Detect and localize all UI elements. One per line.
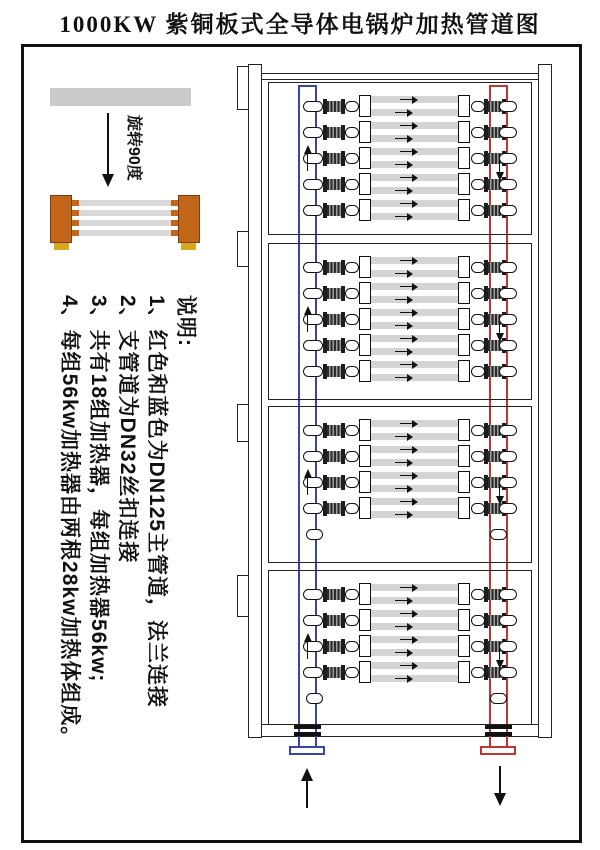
pipe-connection-cap	[345, 477, 359, 488]
heater-tube	[371, 597, 458, 604]
threaded-union-fitting	[323, 260, 345, 275]
pipe-connection-cap	[345, 340, 359, 351]
heater-top-view-bar	[50, 88, 191, 106]
pipe-connection-cap	[345, 503, 359, 514]
pipe-connection-cap	[303, 262, 323, 273]
heater-tube	[371, 459, 458, 466]
pipe-connection-cap	[471, 503, 485, 514]
pipe-connection-cap	[499, 288, 517, 299]
heater-tube	[371, 213, 458, 220]
pipe-connection-cap	[345, 205, 359, 216]
threaded-union-fitting	[323, 501, 345, 516]
pipe-connection-cap	[303, 667, 323, 678]
flow-up-arrow-icon	[302, 306, 313, 332]
flow-right-arrow-icon	[400, 636, 418, 644]
inlet-up-arrow-icon	[300, 768, 314, 808]
heater-plate	[72, 200, 178, 206]
rotate-label: 旋转90度	[125, 115, 142, 181]
heater-flange-plate	[458, 661, 470, 683]
flow-right-arrow-icon	[400, 96, 418, 104]
drawing-title: 1000KW 紫铜板式全导体电锅炉加热管道图	[59, 12, 541, 37]
cabinet-top-bar	[248, 73, 552, 80]
heater-tube	[371, 348, 458, 355]
pipe-connection-cap	[303, 205, 323, 216]
pipe-flange-joint	[485, 732, 512, 736]
heater-flange-plate	[458, 497, 470, 519]
heater-flange-plate	[359, 282, 371, 304]
flow-down-arrow-icon	[494, 643, 505, 669]
heater-flange-plate	[359, 334, 371, 356]
pipe-connection-cap	[499, 205, 517, 216]
heater-flange-plate	[359, 360, 371, 382]
pipe-connection-cap	[499, 425, 517, 436]
pipe-connection-cap	[303, 425, 323, 436]
heater-tube	[371, 485, 458, 492]
threaded-union-fitting	[323, 125, 345, 140]
rotate-arrow-line	[107, 113, 109, 174]
heater-flange-plate	[458, 471, 470, 493]
left-wall-hinge-tab	[237, 575, 249, 617]
flow-right-arrow-icon	[400, 662, 418, 670]
threaded-union-fitting	[323, 613, 345, 628]
heater-plate	[72, 220, 178, 226]
threaded-union-fitting	[323, 665, 345, 680]
heater-flange-plate	[359, 445, 371, 467]
threaded-union-fitting	[323, 203, 345, 218]
heater-flange-plate	[458, 334, 470, 356]
empty-slot-cap	[306, 693, 323, 704]
flow-right-arrow-icon	[395, 348, 413, 356]
pipe-connection-cap	[345, 451, 359, 462]
flow-right-arrow-icon	[400, 584, 418, 592]
cabinet-left-wall	[248, 64, 262, 738]
flow-right-arrow-icon	[400, 174, 418, 182]
pipe-connection-cap	[345, 179, 359, 190]
threaded-union-fitting	[323, 99, 345, 114]
flow-right-arrow-icon	[400, 200, 418, 208]
heater-flange-plate	[458, 360, 470, 382]
heater-flange-plate	[359, 147, 371, 169]
threaded-union-fitting	[323, 312, 345, 327]
flow-right-arrow-icon	[395, 511, 413, 519]
pipe-connection-cap	[499, 451, 517, 462]
pipe-connection-cap	[303, 589, 323, 600]
heater-tube	[371, 322, 458, 329]
red-pipe-flange	[480, 746, 516, 755]
flow-right-arrow-icon	[395, 623, 413, 631]
heater-tube	[371, 270, 458, 277]
flow-right-arrow-icon	[395, 649, 413, 657]
flow-right-arrow-icon	[400, 122, 418, 130]
pipe-connection-cap	[345, 589, 359, 600]
copper-block-right	[178, 195, 200, 243]
pipe-connection-cap	[303, 366, 323, 377]
note-line-1: 1、红色和蓝色为DN125主管道，法兰连接	[145, 295, 168, 709]
flow-right-arrow-icon	[395, 270, 413, 278]
pipe-connection-cap	[471, 589, 485, 600]
heater-tube	[371, 649, 458, 656]
flow-right-arrow-icon	[400, 283, 418, 291]
heater-flange-plate	[458, 173, 470, 195]
flow-right-arrow-icon	[400, 361, 418, 369]
flow-up-arrow-icon	[302, 469, 313, 495]
pipe-connection-cap	[303, 340, 323, 351]
threaded-union-fitting	[323, 151, 345, 166]
heater-tube	[371, 135, 458, 142]
flow-right-arrow-icon	[395, 135, 413, 143]
pipe-connection-cap	[499, 101, 517, 112]
pipe-connection-cap	[303, 288, 323, 299]
pipe-connection-cap	[471, 205, 485, 216]
empty-slot-cap	[306, 529, 323, 540]
heater-flange-plate	[458, 419, 470, 441]
pipe-connection-cap	[303, 127, 323, 138]
pipe-connection-cap	[345, 667, 359, 678]
notes-block	[54, 295, 200, 847]
flow-up-arrow-icon	[302, 633, 313, 659]
note-line-2: 2、支管道为DN32丝扣连接	[116, 295, 139, 564]
heater-tube	[371, 511, 458, 518]
pipe-connection-cap	[499, 589, 517, 600]
copper-block-left	[50, 195, 72, 243]
heater-flange-plate	[359, 635, 371, 657]
threaded-union-fitting	[323, 449, 345, 464]
notes-heading: 说明:	[174, 295, 197, 347]
flow-right-arrow-icon	[395, 213, 413, 221]
threaded-union-fitting	[323, 338, 345, 353]
heater-flange-plate	[458, 199, 470, 221]
threaded-union-fitting	[323, 286, 345, 301]
heater-flange-plate	[458, 635, 470, 657]
pipe-connection-cap	[345, 366, 359, 377]
heater-flange-plate	[359, 609, 371, 631]
pipe-connection-cap	[499, 262, 517, 273]
pipe-connection-cap	[345, 641, 359, 652]
flow-right-arrow-icon	[395, 109, 413, 117]
flow-right-arrow-icon	[395, 675, 413, 683]
pipe-connection-cap	[303, 179, 323, 190]
flow-right-arrow-icon	[395, 485, 413, 493]
flow-right-arrow-icon	[395, 459, 413, 467]
pipe-connection-cap	[471, 451, 485, 462]
heater-flange-plate	[359, 497, 371, 519]
pipe-connection-cap	[303, 615, 323, 626]
flow-right-arrow-icon	[400, 148, 418, 156]
threaded-union-fitting	[323, 364, 345, 379]
heater-tube	[371, 109, 458, 116]
flow-right-arrow-icon	[395, 597, 413, 605]
pipe-connection-cap	[471, 101, 485, 112]
left-wall-hinge-tab	[237, 66, 249, 110]
heater-tube	[371, 296, 458, 303]
heater-flange-plate	[359, 199, 371, 221]
cabinet-right-wall	[538, 64, 552, 738]
flow-right-arrow-icon	[395, 322, 413, 330]
pipe-flange-joint	[485, 725, 512, 729]
pipe-connection-cap	[471, 366, 485, 377]
heater-flange-plate	[458, 147, 470, 169]
heater-flange-plate	[458, 256, 470, 278]
outlet-down-arrow-icon	[493, 766, 507, 806]
pipe-connection-cap	[471, 425, 485, 436]
flow-down-arrow-icon	[494, 316, 505, 342]
pipe-connection-cap	[499, 127, 517, 138]
pipe-connection-cap	[303, 451, 323, 462]
heater-flange-plate	[458, 282, 470, 304]
pipe-connection-cap	[303, 101, 323, 112]
heater-front-view	[50, 195, 200, 251]
heater-flange-plate	[458, 583, 470, 605]
pipe-connection-cap	[345, 288, 359, 299]
empty-slot-cap	[490, 693, 507, 704]
heater-flange-plate	[458, 609, 470, 631]
heater-flange-plate	[458, 95, 470, 117]
flow-up-arrow-icon	[302, 145, 313, 171]
flow-right-arrow-icon	[400, 610, 418, 618]
flow-down-arrow-icon	[494, 479, 505, 505]
pipe-connection-cap	[471, 288, 485, 299]
heater-flange-plate	[359, 256, 371, 278]
heater-plate	[72, 210, 178, 216]
threaded-union-fitting	[323, 475, 345, 490]
flow-down-arrow-icon	[494, 155, 505, 181]
heater-tube	[371, 374, 458, 381]
pipe-connection-cap	[303, 503, 323, 514]
empty-slot-cap	[490, 529, 507, 540]
threaded-union-fitting	[323, 177, 345, 192]
flow-right-arrow-icon	[400, 335, 418, 343]
pipe-connection-cap	[471, 153, 485, 164]
pipe-flange-joint	[294, 725, 321, 729]
pipe-connection-cap	[471, 477, 485, 488]
heater-tube	[371, 675, 458, 682]
pipe-connection-cap	[471, 641, 485, 652]
note-line-3: 3、共有18组加热器，每组加热器56kw;	[87, 295, 110, 683]
heater-flange-plate	[359, 419, 371, 441]
heater-flange-plate	[359, 173, 371, 195]
foot-right	[181, 243, 196, 250]
flow-right-arrow-icon	[400, 420, 418, 428]
heater-flange-plate	[359, 121, 371, 143]
heater-flange-plate	[359, 471, 371, 493]
left-wall-hinge-tab	[237, 404, 249, 442]
flow-right-arrow-icon	[395, 296, 413, 304]
flow-right-arrow-icon	[400, 446, 418, 454]
pipe-connection-cap	[471, 340, 485, 351]
heater-tube	[371, 161, 458, 168]
threaded-union-fitting	[323, 587, 345, 602]
pipe-connection-cap	[499, 366, 517, 377]
pipe-connection-cap	[345, 314, 359, 325]
threaded-union-fitting	[323, 423, 345, 438]
flow-right-arrow-icon	[400, 309, 418, 317]
heater-plate	[72, 230, 178, 236]
heater-tube	[371, 433, 458, 440]
flow-right-arrow-icon	[400, 498, 418, 506]
flow-right-arrow-icon	[395, 187, 413, 195]
pipe-connection-cap	[499, 615, 517, 626]
heater-tube	[371, 187, 458, 194]
flow-right-arrow-icon	[395, 161, 413, 169]
heater-flange-plate	[359, 95, 371, 117]
heater-flange-plate	[359, 308, 371, 330]
heater-flange-plate	[458, 121, 470, 143]
flow-right-arrow-icon	[395, 433, 413, 441]
pipe-connection-cap	[345, 101, 359, 112]
pipe-connection-cap	[345, 425, 359, 436]
heater-flange-plate	[458, 445, 470, 467]
pipe-connection-cap	[471, 262, 485, 273]
foot-left	[54, 243, 69, 250]
pipe-connection-cap	[471, 127, 485, 138]
heater-flange-plate	[359, 583, 371, 605]
pipe-connection-cap	[345, 262, 359, 273]
pipe-connection-cap	[345, 153, 359, 164]
heater-flange-plate	[458, 308, 470, 330]
note-line-4: 4、每组56kw加热器由两根28kw加热体组成。	[58, 295, 81, 749]
threaded-union-fitting	[323, 639, 345, 654]
pipe-connection-cap	[471, 179, 485, 190]
pipe-connection-cap	[345, 127, 359, 138]
heater-flange-plate	[359, 661, 371, 683]
blue-pipe-flange	[289, 746, 325, 755]
left-wall-hinge-tab	[237, 231, 249, 267]
flow-right-arrow-icon	[400, 257, 418, 265]
heater-tube	[371, 623, 458, 630]
flow-right-arrow-icon	[395, 374, 413, 382]
pipe-connection-cap	[471, 314, 485, 325]
pipe-connection-cap	[471, 615, 485, 626]
pipe-flange-joint	[294, 732, 321, 736]
pipe-connection-cap	[345, 615, 359, 626]
flow-right-arrow-icon	[400, 472, 418, 480]
pipe-connection-cap	[471, 667, 485, 678]
